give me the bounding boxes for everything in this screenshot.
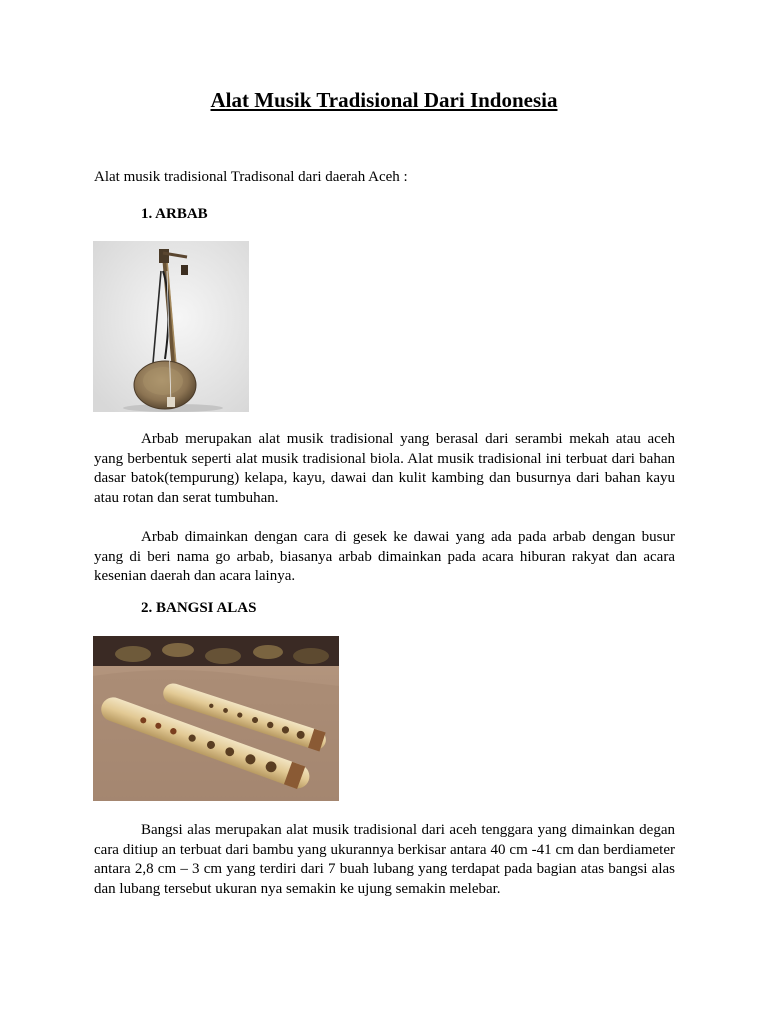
paragraph: Bangsi alas merupakan alat musik tradisional dari aceh tenggara yang dimainkan degan cara ditiup an terbuat dari bambu yang ukurannya berkisar antara 40 cm -41 cm dan berdiameter antara 2,8 cm – 3 cm yang terdiri dari 7 buah lubang yang terdapat pada bagian atas bangsi alas dan lubang tersebut ukuran nya semakin ke ujung semakin melebar. — [94, 822, 675, 897]
page-title: Alat Musik Tradisional Dari Indonesia — [210, 88, 558, 112]
bangsi-alas-illustration — [93, 636, 339, 801]
intro-text: Alat musik tradisional Tradisonal dari daerah Aceh : — [94, 169, 408, 185]
arbab-illustration — [93, 241, 249, 412]
arbab-image — [93, 241, 249, 412]
section-heading-bangsi-alas: 2. BANGSI ALAS — [141, 600, 257, 616]
section-heading-arbab: 1. ARBAB — [141, 206, 208, 222]
paragraph: Arbab merupakan alat musik tradisional yang berasal dari serambi mekah atau aceh yang berbentuk seperti alat musik tradisional biola. Alat musik tradisional ini terbuat dari bahan dasar batok(tempurung) kelapa, kayu, dawai dan kulit kambing dan busurnya dari bahan kayu atau rotan dan serat tumbuhan. — [94, 431, 675, 506]
bangsi-alas-image — [93, 636, 339, 801]
paragraph: Arbab dimainkan dengan cara di gesek ke dawai yang ada pada arbab dengan busur yang di beri nama go arbab, biasanya arbab dimainkan pada acara hiburan rakyat dan acara kesenian daerah dan acara lainya. — [94, 529, 675, 584]
